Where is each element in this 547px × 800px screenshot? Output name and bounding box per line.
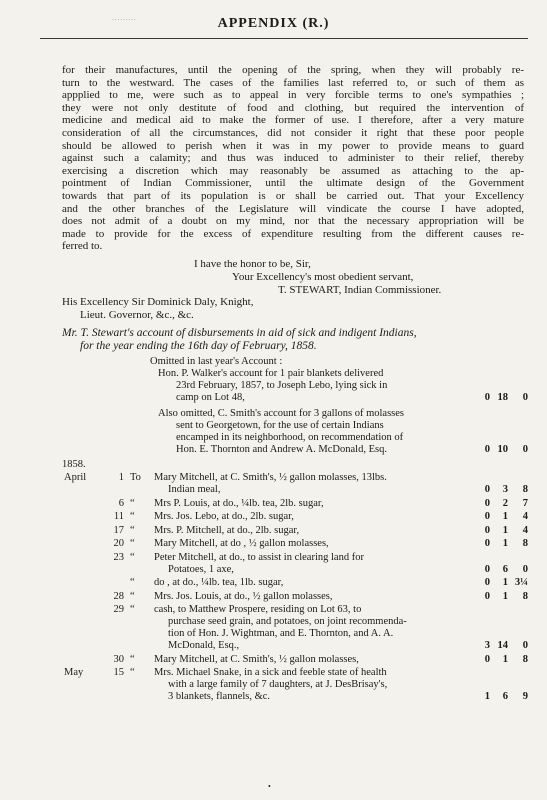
letter-line: does not admit of a doubt on my mind, nor that the necessary appropriation will be bbox=[62, 215, 524, 228]
pounds-value: 0 bbox=[484, 590, 490, 602]
entry-ditto-mark: To bbox=[130, 472, 141, 483]
page-title: APPENDIX (R.) bbox=[217, 16, 330, 31]
entry-day: 23 bbox=[113, 551, 124, 563]
pence-value: 7 bbox=[522, 497, 528, 509]
letter-line: should be allowed to perish when it was in my power to provide means to guard bbox=[62, 139, 524, 152]
letter-line: exercising a discretion which may reasonably be assumed as attaching to the ap- bbox=[62, 164, 524, 177]
letter-line: appplied to me, were such as to appeal in very forcible terms to one's sympathies ; bbox=[62, 89, 524, 102]
omitted-entry-line: camp on Lot 48, bbox=[176, 392, 245, 403]
omitted-entry-line: sent to Georgetown, for the use of certain Indians bbox=[176, 420, 384, 431]
omitted-entry-line: Hon. E. Thornton and Andrew A. McDonald, Esq. bbox=[176, 444, 387, 455]
pence-value: 4 bbox=[522, 511, 528, 522]
shillings-value: 14 bbox=[497, 640, 508, 651]
entry-day: 20 bbox=[113, 538, 124, 549]
shillings-value: 1 bbox=[502, 577, 508, 588]
closing-line-2: Your Excellency's most obedient servant, bbox=[232, 271, 414, 283]
shillings-value: 1 bbox=[502, 653, 508, 665]
pounds-value: 0 bbox=[484, 497, 490, 509]
omitted-label: Omitted in last year's Account : bbox=[150, 356, 283, 367]
omitted-entry-line: 23rd February, 1857, to Joseph Lebo, lying sick in bbox=[176, 380, 388, 391]
letter-line: ferred to. bbox=[62, 240, 103, 253]
pence-value: 0 bbox=[522, 392, 528, 403]
year-label: 1858. bbox=[62, 459, 86, 470]
header-dots: ......... bbox=[112, 14, 137, 22]
pounds-value: 0 bbox=[484, 563, 490, 575]
entry-day: 6 bbox=[118, 497, 124, 509]
entry-day: 28 bbox=[113, 590, 124, 602]
omitted-entry-line: Also omitted, C. Smith's account for 3 gallons of molasses bbox=[158, 408, 404, 419]
entry-day: 29 bbox=[113, 604, 124, 615]
entry-description-line: cash, to Matthew Prospere, residing on Lot 63, to bbox=[154, 604, 362, 615]
letter-line: pointment of Indian Commissioner, until the ultimate design of the Government bbox=[62, 177, 524, 190]
pence-value: 9 bbox=[522, 691, 528, 702]
entry-description-line: Mrs P. Louis, at do., ¼lb. tea, 2lb. sugar, bbox=[154, 497, 324, 509]
letter-line: they were not only destitute of food and clothing, but required the intervention of bbox=[62, 101, 524, 114]
shillings-value: 18 bbox=[497, 392, 508, 403]
entry-ditto-mark: “ bbox=[130, 590, 135, 602]
entry-month: May bbox=[64, 667, 84, 678]
shillings-value: 1 bbox=[502, 511, 508, 522]
entry-day: 1 bbox=[118, 472, 124, 483]
pounds-value: 0 bbox=[484, 653, 490, 665]
letter-line: for their manufactures, until the opening of the spring, when they will probably re- bbox=[62, 64, 524, 76]
pence-value: 8 bbox=[522, 653, 528, 665]
pounds-value: 0 bbox=[484, 538, 490, 549]
entry-ditto-mark: “ bbox=[130, 604, 135, 615]
shillings-value: 3 bbox=[502, 484, 508, 495]
entry-day: 17 bbox=[113, 524, 124, 536]
pounds-value: 3 bbox=[484, 640, 490, 651]
shillings-value: 10 bbox=[497, 444, 508, 455]
entry-ditto-mark: “ bbox=[130, 653, 135, 665]
shillings-value: 1 bbox=[502, 538, 508, 549]
omitted-entry-line: encamped in its neighborhood, on recommendation of bbox=[176, 432, 404, 443]
pounds-value: 0 bbox=[484, 484, 490, 495]
shillings-value: 2 bbox=[502, 497, 508, 509]
pounds-value: 0 bbox=[484, 524, 490, 536]
signature-line: T. STEWART, Indian Commissioner. bbox=[278, 284, 442, 296]
pounds-value: 0 bbox=[484, 511, 490, 522]
letter-line: made to provide for the excess of expenditure resulting from the different causes re- bbox=[62, 227, 524, 240]
letter-line: consideration of all the circumstances, did not consider it right that these poor people bbox=[62, 126, 524, 139]
header-rule bbox=[40, 38, 528, 39]
omitted-entry-line: Hon. P. Walker's account for 1 pair blankets delivered bbox=[158, 368, 384, 379]
entry-description-line: with a large family of 7 daughters, at J. DesBrisay's, bbox=[168, 679, 388, 690]
account-title-line-1: Mr. T. Stewart's account of disbursements in aid of sick and indigent Indians, bbox=[62, 327, 417, 339]
entry-description-line: McDonald, Esq., bbox=[168, 640, 240, 651]
shillings-value: 6 bbox=[502, 691, 508, 702]
pence-value: 4 bbox=[522, 524, 528, 536]
entry-description-line: Mary Mitchell, at do , ½ gallon molasses, bbox=[154, 538, 329, 549]
letter-line: turn to the westward. The cases of the families last referred to, or such of them as bbox=[62, 76, 524, 89]
letter-line: against such a calamity; and thus was induced to administer to their relief, thereby bbox=[62, 152, 524, 165]
entry-day: 30 bbox=[113, 653, 124, 665]
addressee-line-2: Lieut. Governor, &c., &c. bbox=[80, 309, 194, 321]
account-title bbox=[62, 327, 528, 353]
entry-ditto-mark: “ bbox=[130, 524, 135, 536]
footer-mark: • bbox=[268, 782, 271, 791]
closing-line-1: I have the honor to be, Sir, bbox=[194, 258, 311, 270]
pence-value: 3¼ bbox=[514, 577, 528, 588]
entry-day: 11 bbox=[113, 511, 124, 522]
entry-ditto-mark: “ bbox=[130, 551, 135, 563]
entry-description-line: Mary Mitchell, at C. Smith's, ½ gallon molasses, 13lbs. bbox=[154, 472, 387, 483]
entry-ditto-mark: “ bbox=[130, 497, 135, 509]
pounds-value: 0 bbox=[484, 444, 490, 455]
pence-value: 8 bbox=[522, 590, 528, 602]
entry-description-line: Mary Mitchell, at C. Smith's, ½ gallon molasses, bbox=[154, 653, 359, 665]
entry-description-line: Peter Mitchell, at do., to assist in clearing land for bbox=[154, 551, 364, 563]
entry-month: April bbox=[64, 472, 87, 483]
pence-value: 8 bbox=[522, 538, 528, 549]
letter-line: and the other branches of the Legislature will vindicate the course I have adopted, bbox=[62, 202, 524, 215]
pence-value: 8 bbox=[522, 484, 528, 495]
pounds-value: 1 bbox=[484, 691, 490, 702]
entry-description-line: purchase seed grain, and potatoes, on joint recommenda- bbox=[168, 616, 407, 627]
shillings-value: 1 bbox=[502, 590, 508, 602]
entry-day: 15 bbox=[113, 667, 124, 678]
entry-description-line: Potatoes, 1 axe, bbox=[168, 563, 234, 575]
entry-description-line: tion of Hon. J. Wightman, and E. Thornton, and A. A. bbox=[168, 628, 394, 639]
entry-description-line: Mrs. Jos. Lebo, at do., 2lb. sugar, bbox=[154, 511, 294, 522]
pounds-value: 0 bbox=[484, 577, 490, 588]
pence-value: 0 bbox=[522, 563, 528, 575]
entry-ditto-mark: “ bbox=[130, 538, 135, 549]
pence-value: 0 bbox=[522, 640, 528, 651]
entry-description-line: 3 blankets, flannels, &c. bbox=[168, 691, 271, 702]
addressee-line-1: His Excellency Sir Dominick Daly, Knight, bbox=[62, 296, 254, 308]
entry-description-line: Mrs. Jos. Louis, at do., ½ gallon molasses, bbox=[154, 590, 333, 602]
entry-description-line: Mrs. P. Mitchell, at do., 2lb. sugar, bbox=[154, 524, 300, 536]
account-title-line-2: for the year ending the 16th day of February, 1858. bbox=[80, 340, 317, 352]
entry-ditto-mark: “ bbox=[130, 577, 135, 588]
letter-paragraph bbox=[62, 64, 524, 253]
entry-ditto-mark: “ bbox=[130, 511, 135, 522]
entry-description-line: Indian meal, bbox=[168, 484, 221, 495]
entry-ditto-mark: “ bbox=[130, 667, 135, 678]
letter-line: medicine and medical aid to make the former of use. I therefore, after a very mature bbox=[62, 114, 524, 127]
pounds-value: 0 bbox=[484, 392, 490, 403]
letter-line: towards that part of its population is or shall be carried out. That your Excellency bbox=[62, 189, 524, 202]
pence-value: 0 bbox=[522, 444, 528, 455]
shillings-value: 6 bbox=[502, 563, 508, 575]
shillings-value: 1 bbox=[502, 524, 508, 536]
entry-description-line: do , at do., ¼lb. tea, 1lb. sugar, bbox=[154, 577, 284, 588]
entry-description-line: Mrs. Michael Snake, in a sick and feeble state of health bbox=[154, 667, 387, 678]
